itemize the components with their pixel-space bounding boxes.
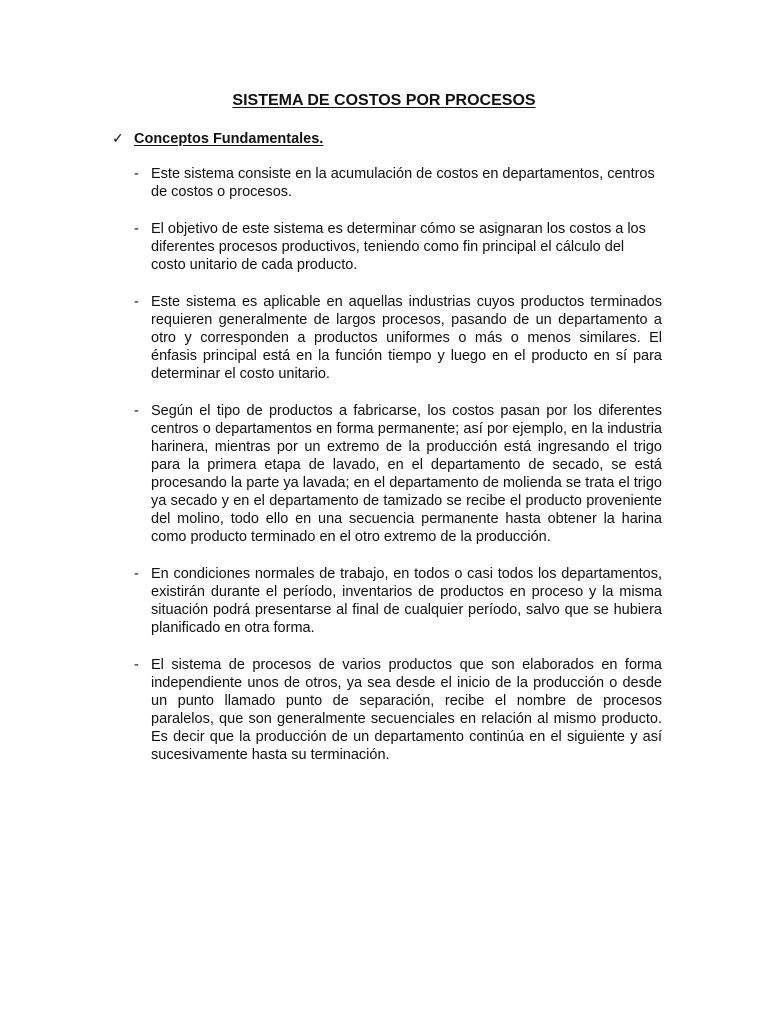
- paragraph-text: El sistema de procesos de varios productos que son elaborados en forma independiente unos de otros, ya sea desde el inicio de la producción o desde un punto llamado punto de separación, recibe el nombre de procesos paralelos, que son generalmente secuenciales en relación al mismo producto. Es decir que la producción de un departamento continúa en el siguiente y así sucesivamente hasta su terminación.: [151, 657, 662, 763]
- list-item: [134, 220, 662, 274]
- list-item: [134, 293, 662, 383]
- section-heading: [112, 129, 323, 148]
- bullet-dash: -: [134, 166, 139, 182]
- paragraph-text: Este sistema es aplicable en aquellas industrias cuyos productos terminados requieren generalmente de largos procesos, pasando de un departamento a otro y corresponden a productos uniformes o más o menos similares. El énfasis principal está en la función tiempo y luego en el producto en sí para determinar el costo unitario.: [151, 294, 662, 382]
- bullet-dash: -: [134, 657, 139, 673]
- list-item: [134, 565, 662, 637]
- paragraph-text: El objetivo de este sistema es determinar cómo se asignaran los costos a los diferentes procesos productivos, teniendo como fin principal el cálculo del costo unitario de cada producto.: [151, 221, 646, 273]
- bullet-dash: -: [134, 403, 139, 419]
- list-item: [134, 402, 662, 546]
- list-item: [134, 165, 662, 201]
- document-title: [0, 91, 768, 111]
- paragraph-list: [134, 165, 662, 783]
- bullet-dash: -: [134, 566, 139, 582]
- checkmark-icon: ✓: [112, 130, 124, 146]
- bullet-dash: -: [134, 221, 139, 237]
- title-text: SISTEMA DE COSTOS POR PROCESOS: [232, 92, 536, 109]
- paragraph-text: Este sistema consiste en la acumulación de costos en departamentos, centros de costos o procesos.: [151, 166, 655, 200]
- paragraph-text: En condiciones normales de trabajo, en todos o casi todos los departamentos, existirán durante el período, inventarios de productos en proceso y la misma situación podrá presentarse al final de cualquier período, salvo que se hubiera planificado en otra forma.: [151, 566, 662, 636]
- list-item: [134, 656, 662, 764]
- bullet-dash: -: [134, 294, 139, 310]
- paragraph-text: Según el tipo de productos a fabricarse, los costos pasan por los diferentes centros o departamentos en forma permanente; así por ejemplo, en la industria harinera, mientras por un extremo de la producción está ingresando el trigo para la primera etapa de lavado, en el departamento de secado, se está procesando la parte ya lavada; en el departamento de molienda se trata el trigo ya secado y en el departamento de tamizado se recibe el producto proveniente del molino, todo ello en una secuencia permanente hasta obtener la harina como producto terminado en el otro extremo de la producción.: [151, 403, 662, 545]
- section-heading-text: Conceptos Fundamentales.: [134, 131, 324, 147]
